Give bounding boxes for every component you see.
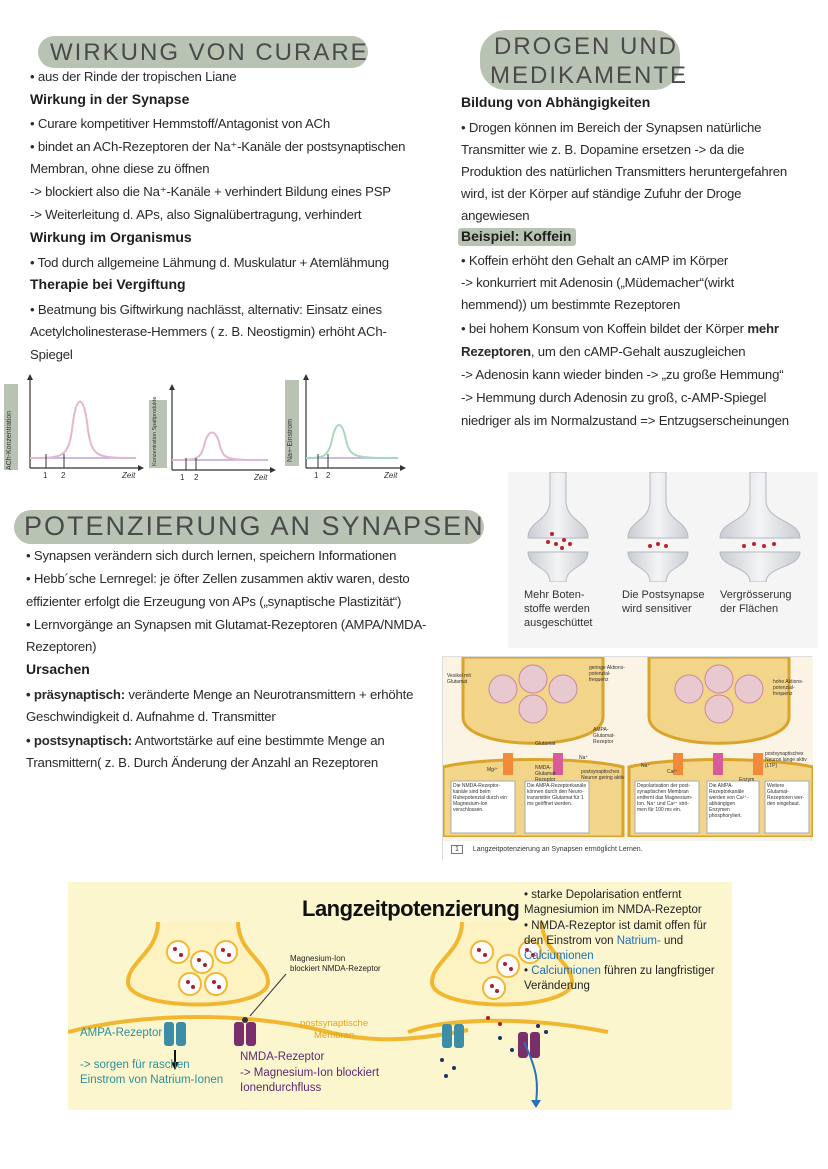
ltp-ampa-label: AMPA-Rezeptor bbox=[80, 1027, 163, 1039]
drogen-example-line: niedriger als im Normalzustand => Entzugserscheinungen bbox=[461, 413, 789, 428]
drogen-example-line bbox=[461, 319, 779, 338]
potenzierung-line: Rezeptoren) bbox=[26, 639, 97, 654]
postsynaptisch-line2: Transmittern( z. B. Durch Änderung der Anzahl an Rezeptoren bbox=[26, 755, 379, 770]
drogen-line: wird, ist der Körper auf ständige Zufuhr der Droge bbox=[461, 186, 742, 201]
drogen-title-line2: MEDIKAMENTE bbox=[490, 62, 689, 89]
ltp-nmda-label: NMDA-Rezeptor bbox=[240, 1051, 325, 1063]
ltp-bullet-2-ca: Calciumionen bbox=[524, 950, 594, 962]
ltp-book-box-1: Die NMDA-Rezeptor-kanäle sind beim Ruhepotenzial durch ein Magnesium-Ion verschlossen. bbox=[453, 783, 507, 813]
ltp-book-footer-num: 1 bbox=[451, 845, 463, 854]
ltp-ampa-desc-2: Einstrom von Natrium-Ionen bbox=[80, 1074, 224, 1086]
ltp-membrane-right bbox=[408, 1021, 608, 1032]
graph-spalt-y-arrow bbox=[169, 384, 175, 390]
curare-graphs bbox=[0, 370, 420, 485]
ltp-book-footer bbox=[443, 841, 813, 861]
synapse-caption-3: Vergrösserung der Flächen bbox=[720, 589, 792, 615]
curare-therapy-line: Spiegel bbox=[30, 347, 73, 362]
graph-spalt-mark-2-label: 2 bbox=[194, 473, 199, 482]
drogen-example-line: hemmend)) um bestimmte Rezeptoren bbox=[461, 297, 681, 312]
drogen-example-heading: Beispiel: Koffein bbox=[461, 228, 572, 244]
ltp-book-box-3: Depolarisation der post-synaptischen Membran entfernt das Magnesium-Ion. Na⁺ und Ca²⁺ strö-men für 100 ms ein. bbox=[637, 783, 693, 813]
synapse-1 bbox=[528, 472, 588, 582]
postsynaptisch-text: Antwortstärke auf eine bestimmte Menge an bbox=[132, 733, 385, 748]
potenzierung-line: • Hebb´sche Lernregel: je öfter Zellen zusammen aktiv waren, desto bbox=[26, 571, 410, 586]
ltp-book-label-hohe: hohe Aktions-potenzial-frequenz bbox=[773, 679, 804, 697]
ltp-nmda-receptor-right bbox=[498, 1024, 548, 1108]
drogen-example-line: -> Adenosin kann wieder binden -> „zu große Hemmung“ bbox=[461, 367, 784, 382]
drogen-line: Transmitter wie z. B. Dopamine ersetzen -> da die bbox=[461, 142, 745, 157]
curare-title: WIRKUNG VON CURARE bbox=[50, 39, 369, 66]
graph-spaltprodukte bbox=[149, 384, 276, 482]
curare-therapy-line: • Beatmung bis Giftwirkung nachlässt, alternativ: Einsatz eines bbox=[30, 302, 382, 317]
ltp-book-label-na-b: Na⁺ bbox=[641, 763, 651, 769]
ltp-book-label-na: Na⁺ bbox=[579, 755, 589, 761]
graph-na-curve bbox=[306, 425, 396, 458]
ltp-bullet-3-ca: Calciumionen bbox=[531, 965, 601, 977]
graph-na-y-arrow bbox=[303, 374, 309, 380]
ltp-book-label-mg: Mg²⁺ bbox=[487, 767, 499, 773]
ltp-book-box-2: Die AMPA-Rezeptorkanäle können durch den Neuro-transmitter Glutamat für 1 ms geöffnet werden. bbox=[527, 783, 587, 807]
graph-spalt-xlabel: Zeit bbox=[254, 473, 268, 482]
drogen-example-line bbox=[461, 342, 745, 361]
curare-therapy-heading: Therapie bei Vergiftung bbox=[30, 276, 186, 292]
curare-synapse-line: Membran, ohne diese zu öffnen bbox=[30, 161, 210, 176]
drogen-line4-text: • bei hohem Konsum von Koffein bildet der Körper bbox=[461, 321, 748, 336]
potenzierung-line: • Synapsen verändern sich durch lernen, speichern Informationen bbox=[26, 548, 397, 563]
ltp-nmda-desc-1: -> Magnesium-Ion blockiert bbox=[240, 1067, 380, 1079]
synapse-figure bbox=[508, 472, 818, 648]
graph-na-mark-1-label: 1 bbox=[314, 471, 319, 480]
curare-organism-heading: Wirkung im Organismus bbox=[30, 229, 192, 245]
ltp-bullet-2-mid: und bbox=[663, 935, 684, 947]
praesynaptisch-line bbox=[26, 685, 413, 704]
ltp-book-label-gering-aktiv: postsynaptisches Neuron gering aktiv bbox=[581, 769, 625, 781]
drogen-line5-text: , um den cAMP-Gehalt auszugleichen bbox=[530, 344, 746, 359]
curare-intro: • aus der Rinde der tropischen Liane bbox=[30, 69, 237, 84]
drogen-line4-bold: mehr bbox=[747, 321, 779, 336]
ltp-bullet-2-text: • NMDA-Rezeptor ist damit offen für den Einstrom von bbox=[524, 920, 707, 947]
drogen-example-line: -> Hemmung durch Adenosin zu groß, c-AMP-Spiegel bbox=[461, 390, 767, 405]
ltp-book-label-geringe: geringe Aktions-potenzial-frequenz bbox=[589, 665, 625, 683]
graph-na-mark-2-label: 2 bbox=[326, 471, 331, 480]
ltp-book-label-nmda: NMDA-Glutamat-Rezeptor bbox=[535, 765, 557, 783]
drogen-example-line: • Koffein erhöht den Gehalt an cAMP im Körper bbox=[461, 253, 729, 268]
synapse-caption-2: Die Postsynapse wird sensitiver bbox=[622, 589, 705, 615]
graph-ach-mark-2-label: 2 bbox=[61, 471, 66, 480]
graph-ach-mark-1-label: 1 bbox=[43, 471, 48, 480]
ltp-book-box-4: Die AMPA-Rezeptorkanäle werden von Ca²⁺-abhängigen Enzymen phosphoryliert. bbox=[709, 783, 749, 819]
ursachen-heading: Ursachen bbox=[26, 661, 90, 677]
ltp-book-label-vesikel: Vesikel mit Glutamat bbox=[447, 673, 471, 685]
ltp-nmda-desc-2: Ionendurchfluss bbox=[240, 1082, 322, 1094]
graph-ach-x-arrow bbox=[138, 465, 144, 471]
graph-spalt-curve bbox=[172, 433, 264, 461]
ltp-glutamat-dot bbox=[486, 1016, 490, 1020]
graph-na-einstrom bbox=[285, 374, 406, 480]
curare-synapse-line: • bindet an ACh-Rezeptoren der Na⁺-Kanäle der postsynaptischen bbox=[30, 139, 406, 154]
synapse-figure-drawing bbox=[508, 472, 818, 582]
potenzierung-line: • Lernvorgänge an Synapsen mit Glutamat-Rezeptoren (AMPA/NMDA- bbox=[26, 617, 427, 632]
synapse-caption-1: Mehr Boten- stoffe werden ausgeschüttet bbox=[524, 589, 593, 629]
ltp-book-figure bbox=[442, 656, 812, 860]
potenzierung-title: POTENZIERUNG AN SYNAPSEN bbox=[24, 511, 485, 541]
curare-synapse-line: • Curare kompetitiver Hemmstoff/Antagonist von ACh bbox=[30, 116, 331, 131]
ltp-title: Langzeitpotenzierung bbox=[302, 896, 520, 921]
graph-ach-ylabel: ACh-Konzentration bbox=[6, 410, 13, 470]
ltp-presynapse-left bbox=[128, 922, 268, 1005]
ltp-panel bbox=[68, 882, 732, 1110]
drogen-line: angewiesen bbox=[461, 208, 530, 223]
ltp-book-label-ca: Ca²⁺ bbox=[667, 769, 678, 775]
drogen-line: • Drogen können im Bereich der Synapsen natürliche bbox=[461, 120, 762, 135]
drogen-heading: Bildung von Abhängigkeiten bbox=[461, 94, 651, 110]
drogen-line5-bold: Rezeptoren bbox=[461, 344, 531, 359]
drogen-example-line: -> konkurriert mit Adenosin („Müdemacher“(wirkt bbox=[461, 275, 735, 290]
postsynaptisch-line bbox=[26, 731, 385, 750]
graph-na-ylabel: Na+-Einstrom bbox=[287, 419, 294, 462]
drogen-title-line1: DROGEN UND bbox=[494, 33, 679, 60]
curare-synapse-line: -> Weiterleitung d. APs, also Signalübertragung, verhindert bbox=[30, 207, 362, 222]
curare-therapy-line: Acetylcholinesterase-Hemmers ( z. B. Neostigmin) erhöht ACh- bbox=[30, 324, 387, 339]
praesynaptisch-label: • präsynaptisch: bbox=[26, 687, 125, 702]
ltp-book-label-enzym: Enzym bbox=[739, 777, 755, 783]
synapse-3 bbox=[720, 472, 800, 582]
ltp-glutamat-dot bbox=[498, 1022, 502, 1026]
graph-ach-y-arrow bbox=[27, 374, 33, 380]
ltp-bullet-3-text: führen zu langfristiger Veränderung bbox=[524, 965, 715, 992]
ltp-book-label-ampa: AMPA-Glutamat-Rezeptor bbox=[593, 727, 615, 745]
ltp-membrane-label: postsynaptische Membran bbox=[300, 1018, 369, 1041]
praesynaptisch-line2: Geschwindigkeit d. Aufnahme d. Transmitter bbox=[26, 709, 276, 724]
curare-organism-line: • Tod durch allgemeine Lähmung d. Muskulatur + Atemlähmung bbox=[30, 255, 389, 270]
graph-ach bbox=[4, 374, 144, 480]
graph-ach-xlabel: Zeit bbox=[122, 471, 136, 480]
postsynaptisch-label: • postsynaptisch: bbox=[26, 733, 133, 748]
praesynaptisch-text: veränderte Menge an Neurotransmittern + erhöhte bbox=[124, 687, 414, 702]
ltp-bullet-2-na: Natrium- bbox=[616, 935, 661, 947]
potenzierung-line: effizienter erfolgt die Erzeugung von APs („synaptische Plastizität“) bbox=[26, 594, 402, 609]
ltp-ampa-desc-1: -> sorgen für raschen bbox=[80, 1059, 190, 1071]
ltp-bullet-2 bbox=[524, 919, 707, 964]
ltp-book-label-lange-aktiv: postsynaptisches Neuron lange aktiv (LTP) bbox=[765, 751, 807, 769]
graph-spalt-mark-1-label: 1 bbox=[180, 473, 185, 482]
synapse-2 bbox=[628, 472, 688, 582]
ltp-book-label-glutamat: Glutamat bbox=[535, 741, 556, 747]
graph-ach-curve bbox=[30, 402, 132, 459]
ltp-bullet-3-pre: • bbox=[524, 965, 532, 977]
ltp-ampa-receptor-right bbox=[440, 1024, 464, 1078]
graph-spalt-ylabel: Konzentration Spaltprodukte bbox=[152, 396, 158, 466]
graph-spalt-x-arrow bbox=[270, 467, 276, 473]
ltp-book-box-5: Weitere Glutamat-Rezeptoren wer-den eingebaut. bbox=[767, 783, 804, 807]
curare-synapse-heading: Wirkung in der Synapse bbox=[30, 91, 190, 107]
graph-na-x-arrow bbox=[400, 465, 406, 471]
ltp-mg-label: Magnesium-Ion blockiert NMDA-Rezeptor bbox=[290, 954, 381, 973]
curare-synapse-line: -> blockiert also die Na⁺-Kanäle + verhindert Bildung eines PSP bbox=[30, 184, 391, 199]
ltp-bullet-3 bbox=[524, 964, 715, 994]
graph-na-xlabel: Zeit bbox=[384, 471, 398, 480]
ltp-bullet-1: • starke Depolarisation entfernt Magnesiumion im NMDA-Rezeptor bbox=[524, 889, 702, 916]
drogen-line: Produktion des natürlichen Transmitters heruntergefahren bbox=[461, 164, 788, 179]
ltp-book-footer-text: Langzeitpotenzierung an Synapsen ermöglicht Lernen. bbox=[472, 846, 643, 853]
